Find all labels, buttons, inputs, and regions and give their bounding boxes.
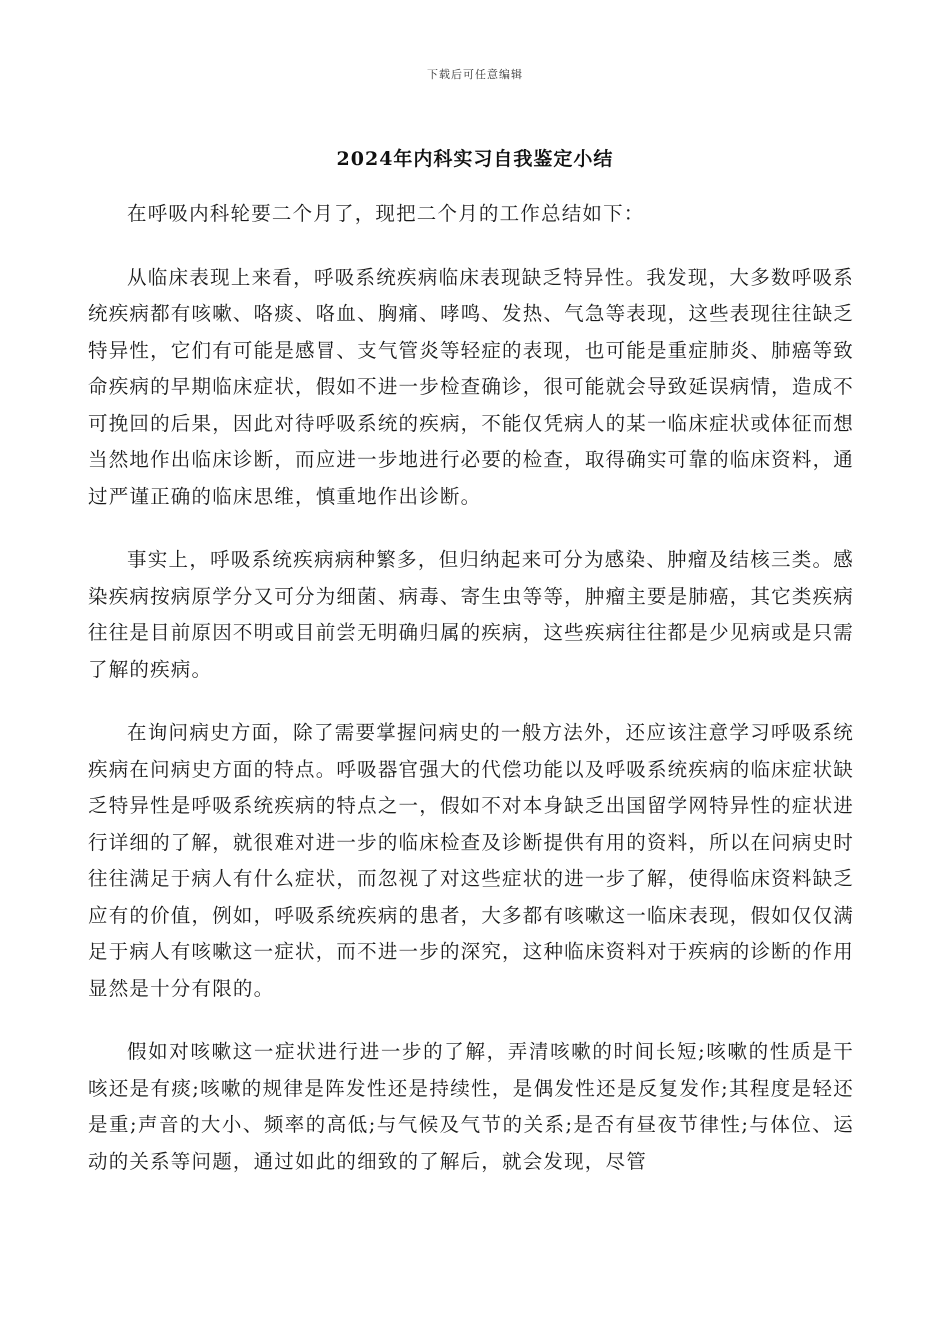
paragraph-clinical-features: 从临床表现上来看，呼吸系统疾病临床表现缺乏特异性。我发现，大多数呼吸系统疾病都有咳嗽、咯痰、咯血、胸痛、哮鸣、发热、气急等表现，这些表现往往缺乏特异性，它们有可能是感冒、支气管炎等轻症的表现，也可能是重症肺炎、肺癌等致命疾病的早期临床症状，假如不进一步检查确诊，很可能就会导致延误病情，造成不可挽回的后果，因此对待呼吸系统的疾病，不能仅凭病人的某一临床症状或体征而想当然地作出临床诊断，而应进一步地进行必要的检查，取得确实可靠的临床资料，通过严谨正确的临床思维，慎重地作出诊断。 xyxy=(88,265,854,508)
paragraph-history-taking: 在询问病史方面，除了需要掌握问病史的一般方法外，还应该注意学习呼吸系统疾病在问病史方面的特点。呼吸器官强大的代偿功能以及呼吸系统疾病的临床症状缺乏特异性是呼吸系统疾病的特点之一，假如不对本身缺乏出国留学网特异性的症状进行详细的了解，就很难对进一步的临床检查及诊断提供有用的资料，所以在问病史时往往满足于病人有什么症状，而忽视了对这些症状的进一步了解，使得临床资料缺乏应有的价值，例如，呼吸系统疾病的患者，大多都有咳嗽这一临床表现，假如仅仅满足于病人有咳嗽这一症状，而不进一步的深究，这种临床资料对于疾病的诊断的作用显然是十分有限的。 xyxy=(88,721,854,1000)
header-note: 下载后可任意编辑 xyxy=(427,68,523,81)
paragraph-intro: 在呼吸内科轮要二个月了，现把二个月的工作总结如下： xyxy=(127,202,645,225)
page-title: 2024年内科实习自我鉴定小结 xyxy=(336,148,614,170)
paragraph-disease-classification: 事实上，呼吸系统疾病病种繁多，但归纳起来可分为感染、肿瘤及结核三类。感染疾病按病原学分又可分为细菌、病毒、寄生虫等等，肿瘤主要是肺癌，其它类疾病往往是目前原因不明或目前尝无明确归属的疾病，这些疾病往往都是少见病或是只需了解的疾病。 xyxy=(88,548,854,681)
document-body xyxy=(88,196,854,1207)
paragraph-cough-analysis: 假如对咳嗽这一症状进行进一步的了解，弄清咳嗽的时间长短;咳嗽的性质是干咳还是有痰;咳嗽的规律是阵发性还是持续性，是偶发性还是反复发作;其程度是轻还是重;声音的大小、频率的高低;与气候及气节的关系;是否有昼夜节律性;与体位、运动的关系等问题，通过如此的细致的了解后，就会发现，尽管 xyxy=(88,1040,854,1173)
